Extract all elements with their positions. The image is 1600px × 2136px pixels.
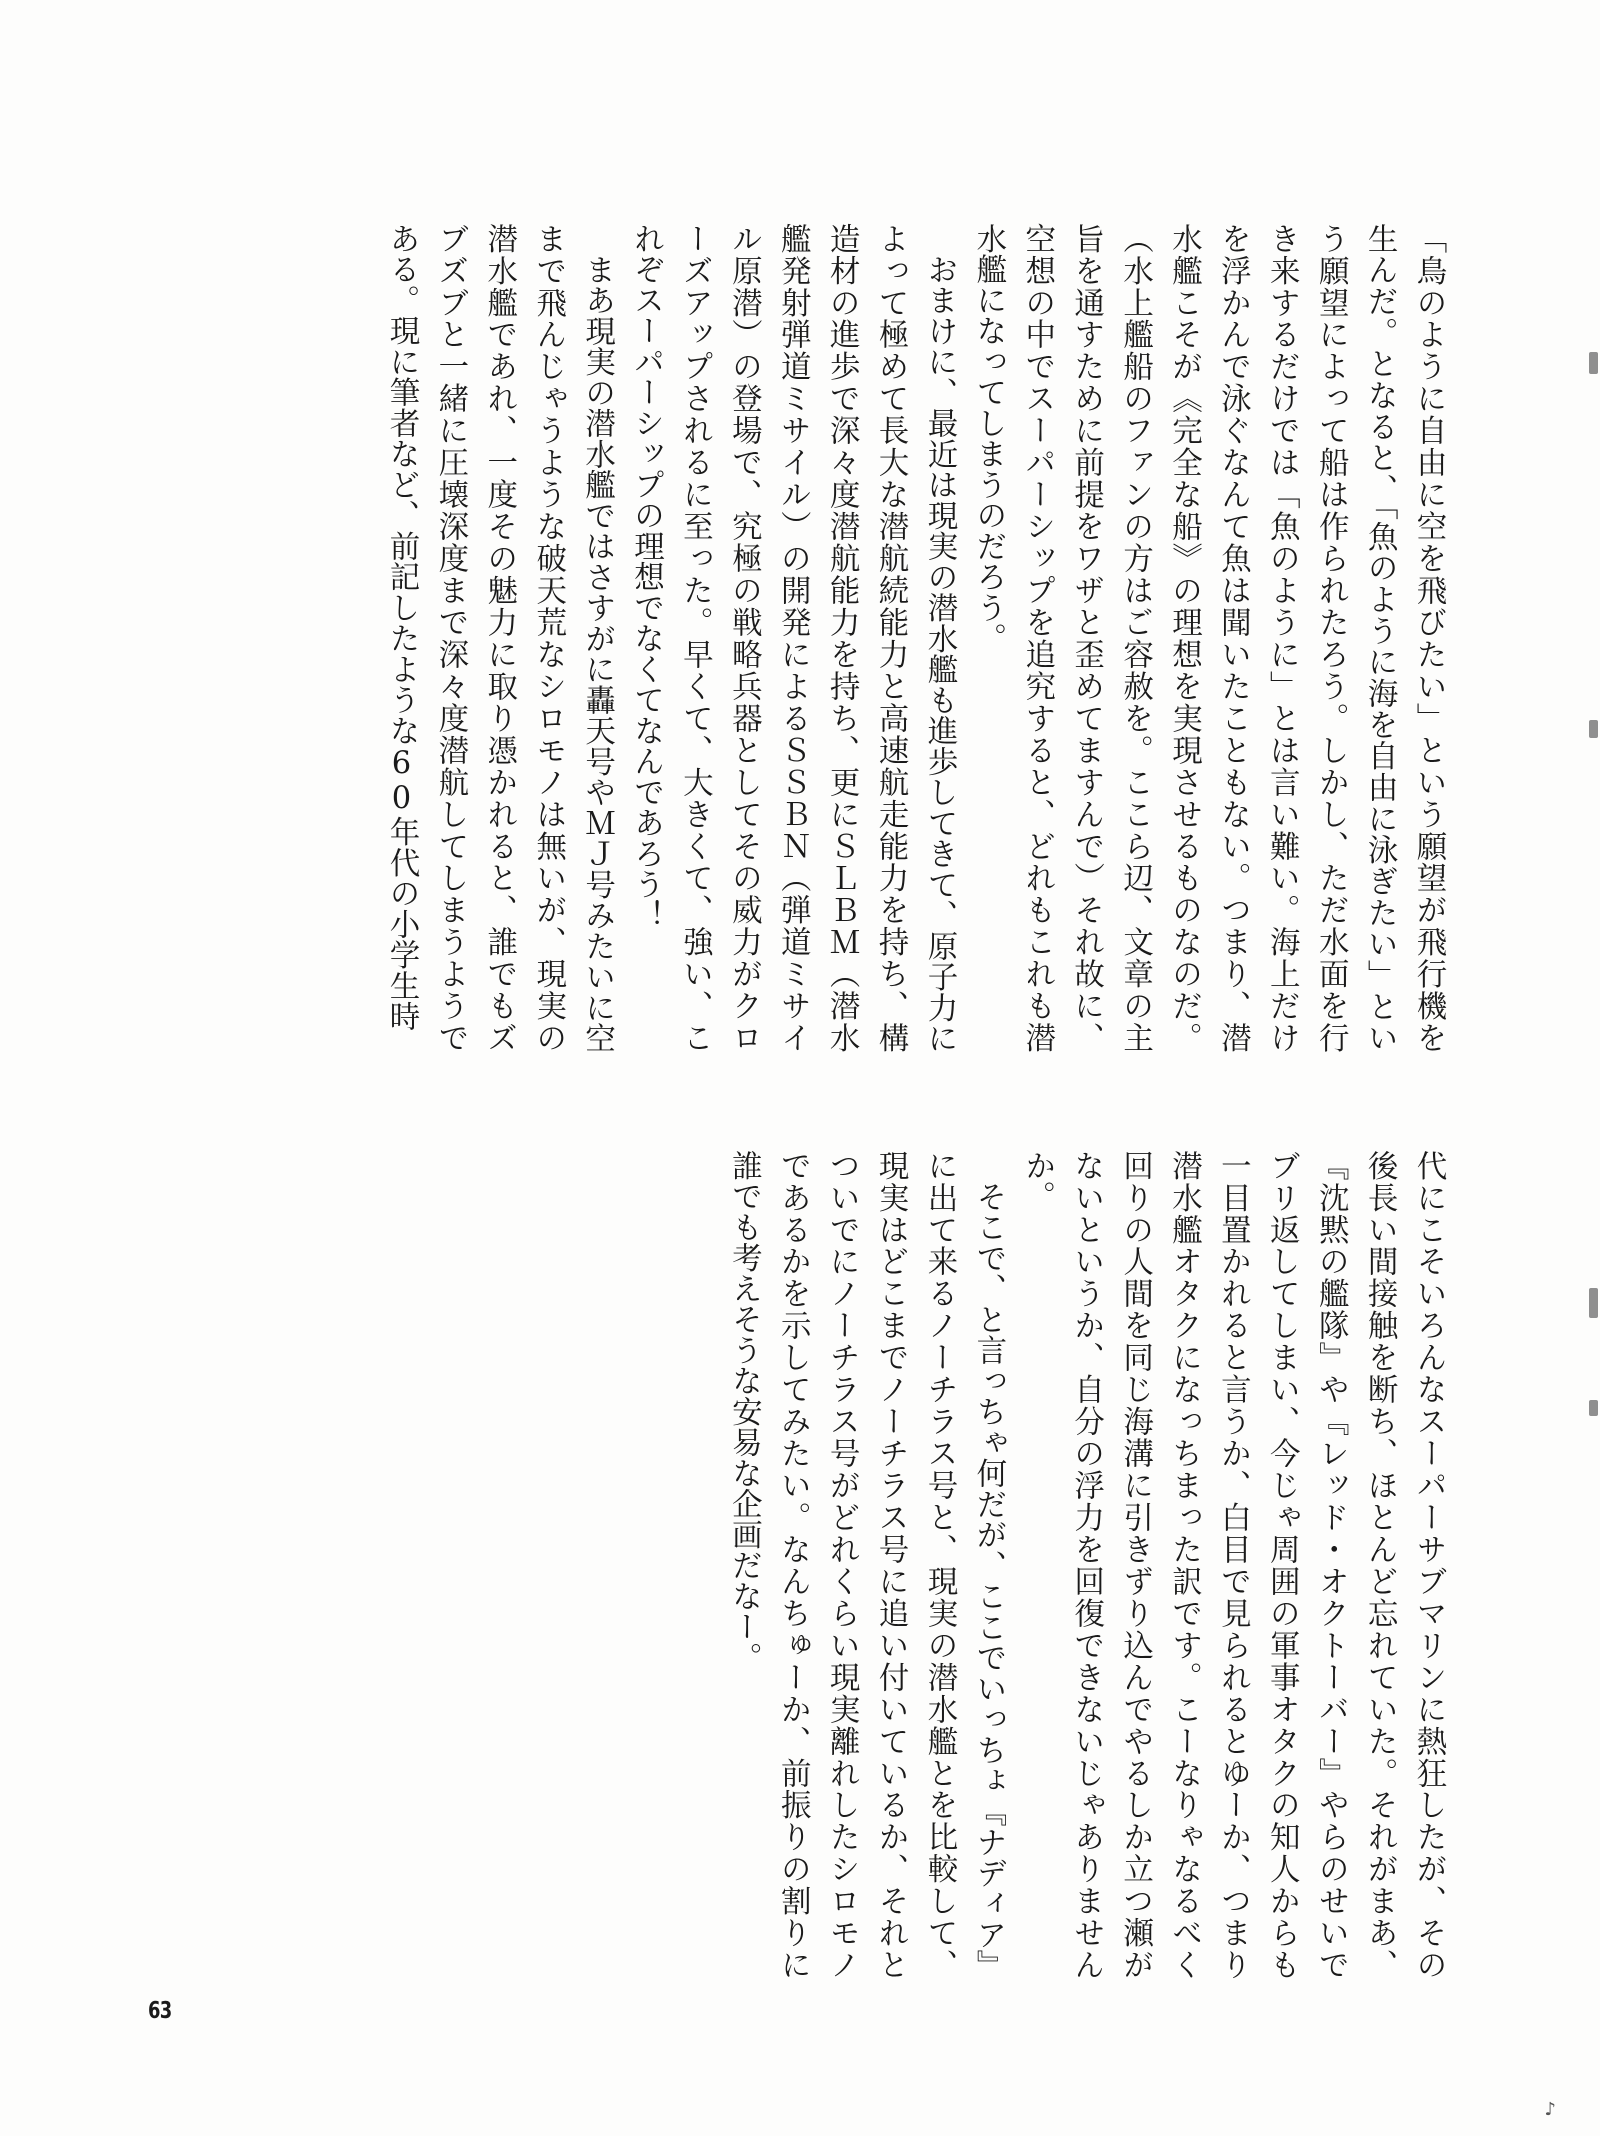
scan-mark — [1589, 352, 1598, 374]
page-number: 63 — [148, 1998, 172, 2024]
paragraph: 「鳥のように自由に空を飛びたい」という願望が飛行機を生んだ。となると、「魚のように海を自由に泳ぎたい」という願望によって船は作られたろう。しかし、ただ水面を行き来するだけでは「魚のように」とは言い難い。海上だけを浮かんで泳ぐなんて魚は聞いたこともない。つまり、潜水艦こそが《完全な船》の理想を実現させるものなのだ。（水上艦船のファンの方はご容赦を。ここら辺、文章の主旨を通すために前提をワザと歪めてますんで）それ故に、空想の中でスーパーシップを追究すると、どれもこれも潜水艦になってしまうのだろう。 — [970, 223, 1446, 1053]
scan-corner-mark: ♪ — [1544, 2099, 1556, 2120]
paragraph: そこで、と言っちゃ何だが、ここでいっちょ『ナディア』に出て来るノーチラス号と、現実の潜水艦とを比較して、現実はどこまでノーチラス号に追い付いているか、それとついでにノーチラス号がどれくらい現実離れしたシロモノであるかを示してみたい。なんちゅーか、前振りの割りに誰でも考えそうな安易な企画だなー。 — [726, 1150, 1006, 1980]
scan-mark — [1589, 720, 1598, 738]
paragraph: おまけに、最近は現実の潜水艦も進歩してきて、原子力によって極めて長大な潜航続能力と高速航走能力を持ち、構造材の進歩で深々度潜航能力を持ち、更にＳＬＢＭ（潜水艦発射弾道ミサイル）の開発によるＳＳＢＮ（弾道ミサイル原潜）の登場で、究極の戦略兵器としてその威力がクローズアップされるに至った。早くて、大きくて、強い、これぞスーパーシップの理想でなくてなんであろう！ — [628, 223, 957, 1053]
scan-binding-edge — [1584, 0, 1600, 2136]
paragraph: 代にこそいろんなスーパーサブマリンに熱狂したが、その後長い間接触を断ち、ほとんど忘れていた。それがまあ、『沈黙の艦隊』や『レッド・オクトーバー』やらのせいでブリ返してしまい、今じゃ周囲の軍事オタクの知人からも一目置かれると言うか、白目で見られるとゆーか、つまり潜水艦オタクになっちまった訳です。こーなりゃなるべく回りの人間を同じ海溝に引きずり込んでやるしか立つ瀬がないというか、自分の浮力を回復できないじゃありませんか。 — [1019, 1150, 1446, 1980]
text-column-upper — [207, 223, 1452, 1053]
text-column-lower — [726, 1150, 1452, 1980]
paragraph: まあ現実の潜水艦ではさすがに轟天号やＭＪ号みたいに空まで飛んじゃうような破天荒なシロモノは無いが、現実の潜水艦であれ、一度その魅力に取り憑かれると、誰でもズブズブと一緒に圧壊深度まで深々度潜航してしまうようである。現に筆者など、前記したような60年代の小学生時 — [383, 223, 615, 1053]
scan-mark — [1589, 1288, 1598, 1318]
scan-mark — [1589, 1400, 1598, 1416]
